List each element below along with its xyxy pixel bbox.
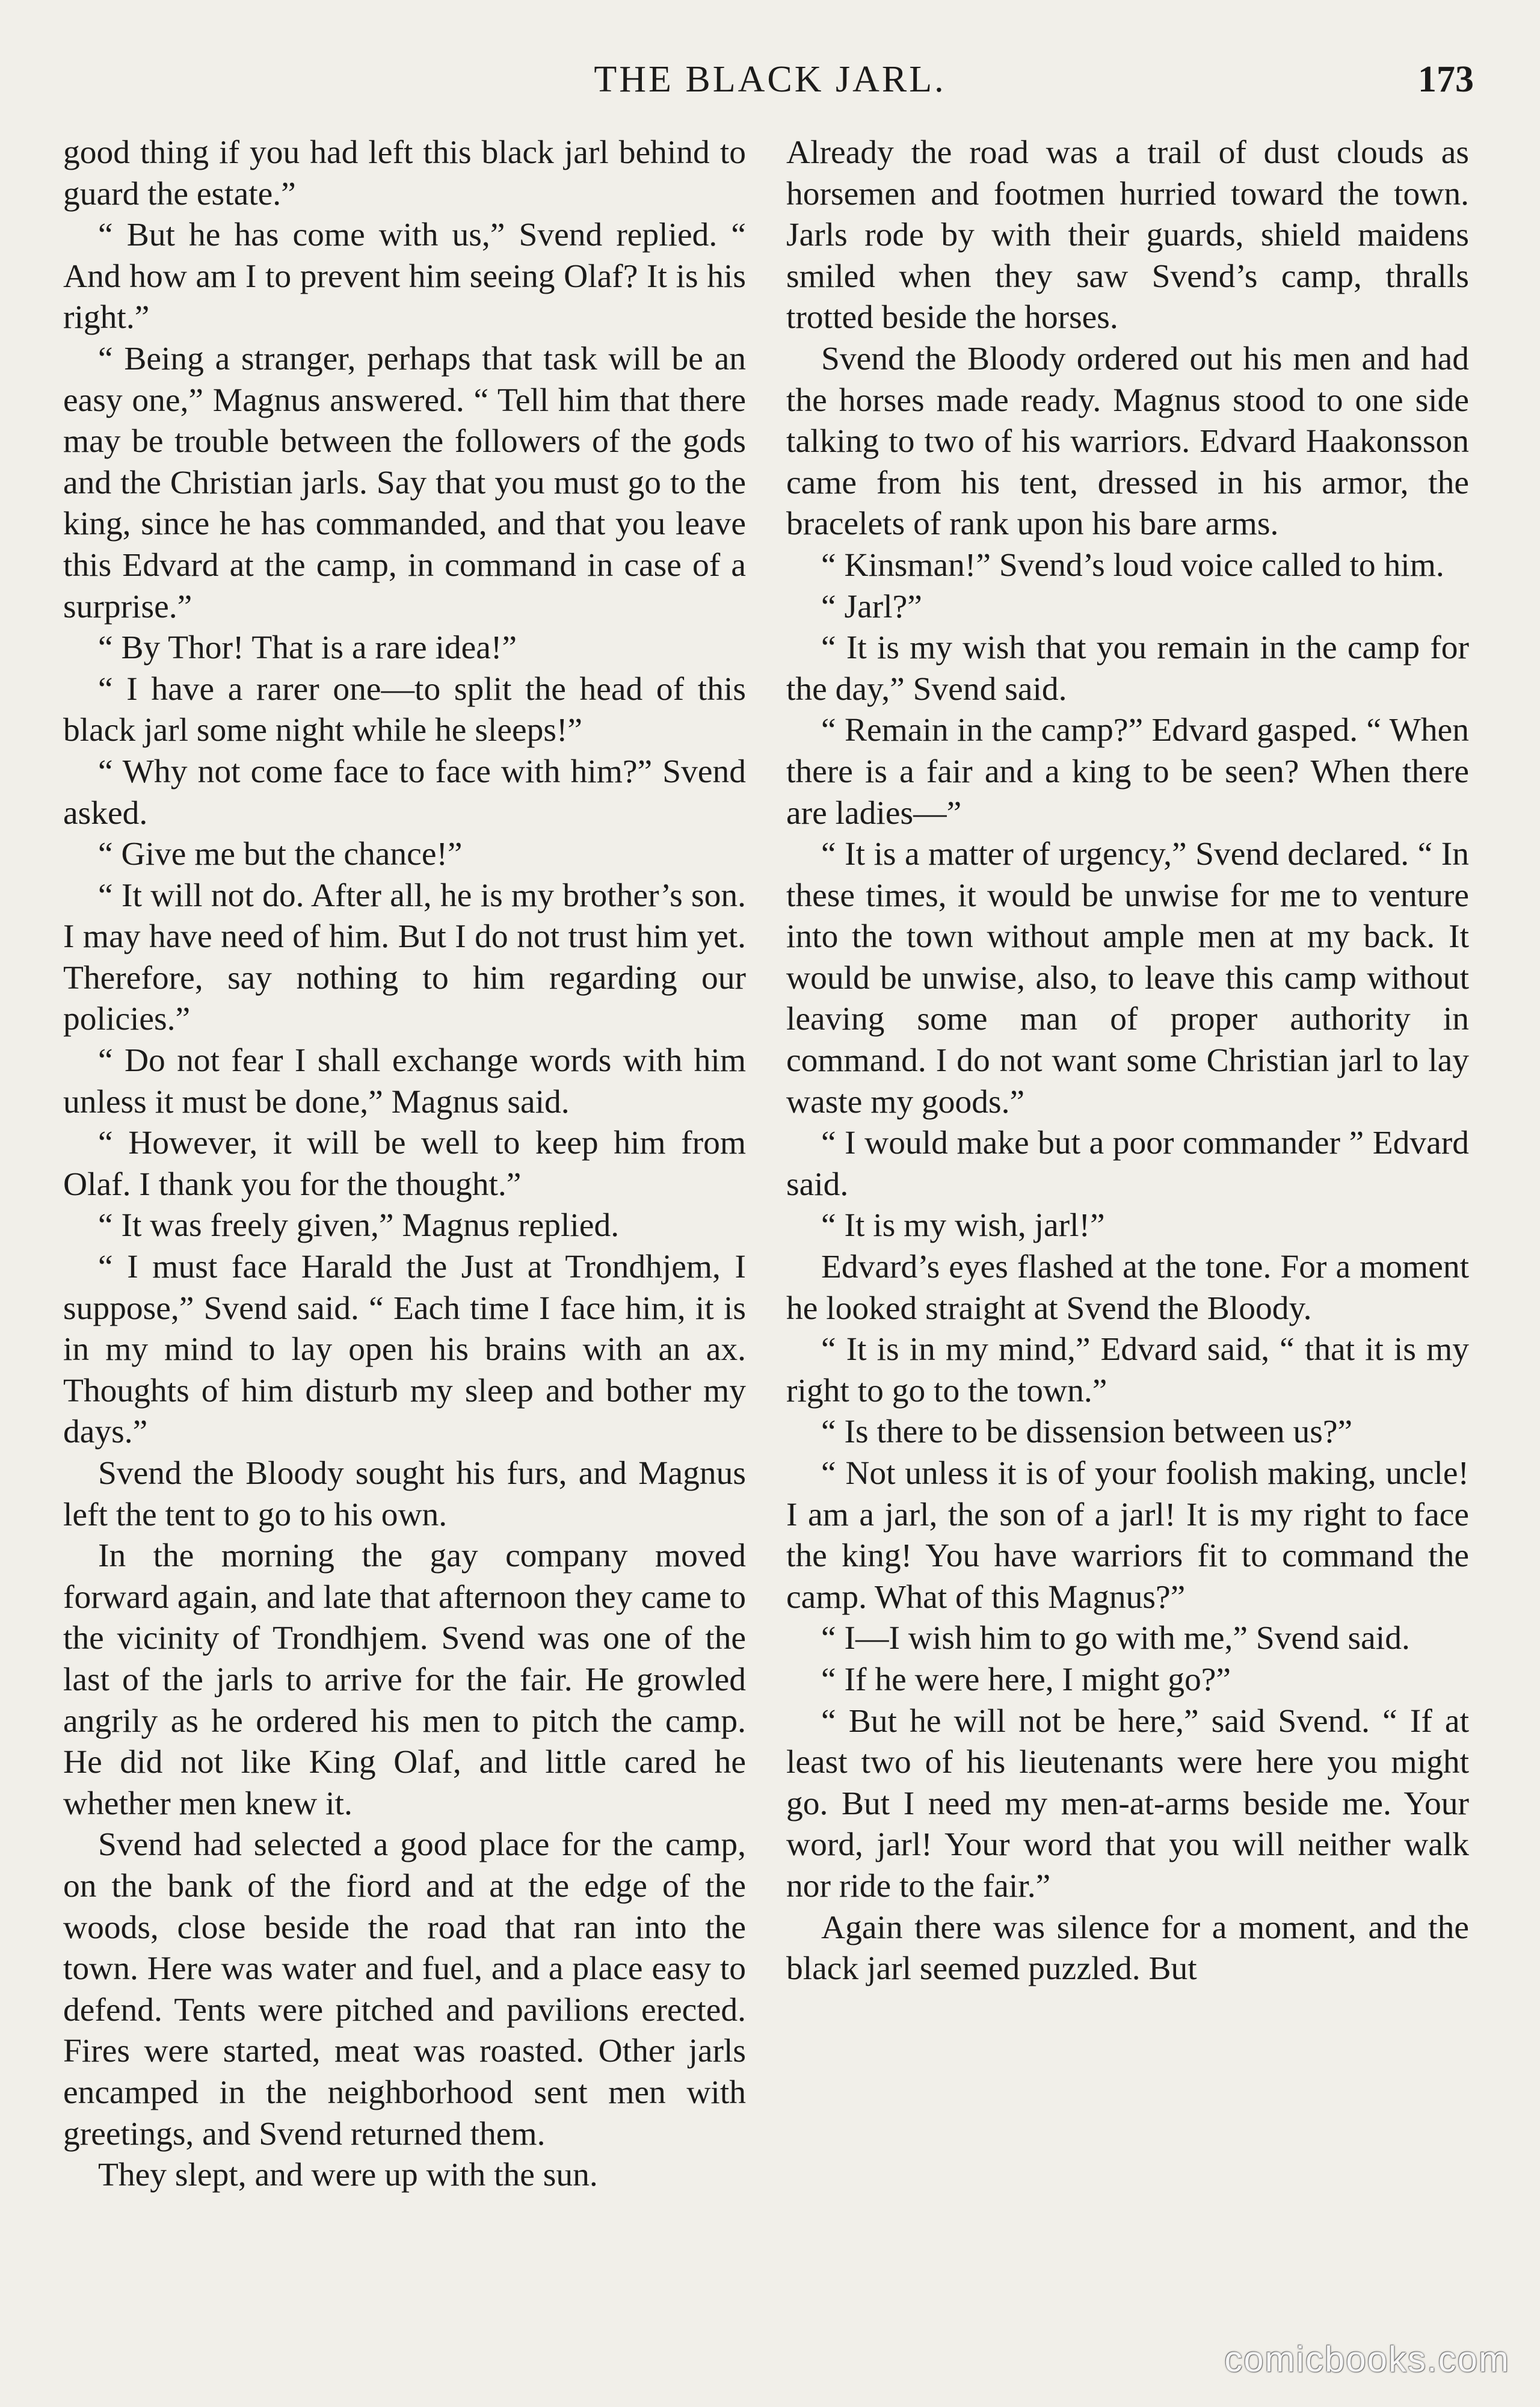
paragraph: Edvard’s eyes flashed at the tone. For a moment he looked straight at Svend the Bloody. <box>786 1249 1469 1327</box>
running-title: THE BLACK JARL. <box>594 59 946 100</box>
paragraph: “ By Thor! That is a rare idea!” <box>98 629 517 667</box>
paragraph: “ But he will not be here,” said Svend. “ If at least two of his lieutenants were here you might go. But I need my men-at-arms beside me. Your word, jarl! Your word that you will neither walk nor ride to the fair.” <box>786 1702 1469 1905</box>
paragraph: “ I have a rarer one—to split the head of this black jarl some night while he sleeps!” <box>63 670 746 749</box>
paragraph: Svend had selected a good place for the camp, on the bank of the fiord and at the edge of the woods, close beside the road that ran into the town. Here was water and fuel, and a place easy to defend. Tents were pitched and pavilions erected. Fires were started, meat was roasted. Other jarls encamped in the neighborhood sent men with greetings, and Svend returned them. <box>63 1826 746 2152</box>
paragraph: “ It will not do. After all, he is my brother’s son. I may have need of him. But I do not trust him yet. Therefore, say nothing to him regarding our policies.” <box>63 877 746 1038</box>
paragraph: Already the road was a trail of dust clouds as horsemen and footmen hurried toward the town. Jarls rode by with their guards, shield maidens smiled when they saw Svend’s camp, thralls trotted beside the horses. <box>786 134 1469 336</box>
page-number: 173 <box>1418 59 1474 100</box>
paragraph: “ Remain in the camp?” Edvard gasped. “ When there is a fair and a king to be seen? When there are ladies—” <box>786 712 1469 832</box>
paragraph: They slept, and were up with the sun. <box>98 2157 598 2194</box>
paragraph: “ But he has come with us,” Svend replied. “ And how am I to prevent him seeing Olaf? It is his right.” <box>63 217 746 336</box>
paragraph: Svend the Bloody ordered out his men and had the horses made ready. Magnus stood to one side talking to two of his warriors. Edvard Haakonsson came from his tent, dressed in his armor, the bracelets of rank upon his bare arms. <box>786 340 1469 543</box>
paragraph: “ Kinsman!” Svend’s loud voice called to him. <box>821 546 1444 584</box>
paragraph: “ It was freely given,” Magnus replied. <box>98 1207 620 1244</box>
watermark: comicbooks.com <box>1224 2339 1510 2379</box>
paragraph: Svend the Bloody sought his furs, and Magnus left the tent to go to his own. <box>63 1455 746 1533</box>
paragraph: “ Do not fear I shall exchange words with him unless it must be done,” Magnus said. <box>63 1042 746 1120</box>
right-column <box>786 132 1469 1990</box>
paragraph: “ It is my wish, jarl!” <box>821 1207 1105 1244</box>
paragraph: “ Is there to be dissension between us?” <box>821 1414 1353 1451</box>
paragraph: “ I—I wish him to go with me,” Svend said. <box>821 1620 1410 1657</box>
paragraph: “ However, it will be well to keep him from Olaf. I thank you for the thought.” <box>63 1125 746 1203</box>
paragraph: Again there was silence for a moment, and the black jarl seemed puzzled. But <box>786 1909 1469 1988</box>
paragraph: “ I would make but a poor commander ” Edvard said. <box>786 1125 1469 1203</box>
paragraph: “ If he were here, I might go?” <box>821 1661 1231 1698</box>
paragraph: In the morning the gay company moved forward again, and late that afternoon they came to the vicinity of Trondhjem. Svend was one of the last of the jarls to arrive for the fair. He growled angrily as he ordered his men to pitch the camp. He did not like King Olaf, and little cared he whether men knew it. <box>63 1537 746 1822</box>
paragraph: “ Being a stranger, perhaps that task will be an easy one,” Magnus answered. “ Tell him that there may be trouble between the followers of the gods and the Christian jarls. Say that you must go to the king, since he has commanded, and that you leave this Edvard at the camp, in command in case of a surprise.” <box>63 340 746 625</box>
paragraph: “ It is my wish that you remain in the camp for the day,” Svend said. <box>786 629 1469 708</box>
paragraph: “ It is a matter of urgency,” Svend declared. “ In these times, it would be unwise for me to venture into the town without ample men at my back. It would be unwise, also, to leave this camp without leaving some man of proper authority in command. I do not want some Christian jarl to lay waste my goods.” <box>786 836 1469 1120</box>
paragraph: “ Not unless it is of your foolish making, uncle! I am a jarl, the son of a jarl! It is my right to face the king! You have warriors fit to command the camp. What of this Magnus?” <box>786 1455 1469 1616</box>
paragraph: “ Jarl?” <box>821 588 922 625</box>
paragraph: “ I must face Harald the Just at Trondhjem, I suppose,” Svend said. “ Each time I face him, it is in my mind to lay open his brains with an ax. Thoughts of him disturb my sleep and bother my days.” <box>63 1249 746 1451</box>
paragraph: good thing if you had left this black jarl behind to guard the estate.” <box>63 134 746 212</box>
paragraph: “ Why not come face to face with him?” Svend asked. <box>63 753 746 832</box>
paragraph: “ Give me but the chance!” <box>98 836 463 873</box>
paragraph: “ It is in my mind,” Edvard said, “ that it is my right to go to the town.” <box>786 1331 1469 1409</box>
left-column <box>63 132 746 2196</box>
